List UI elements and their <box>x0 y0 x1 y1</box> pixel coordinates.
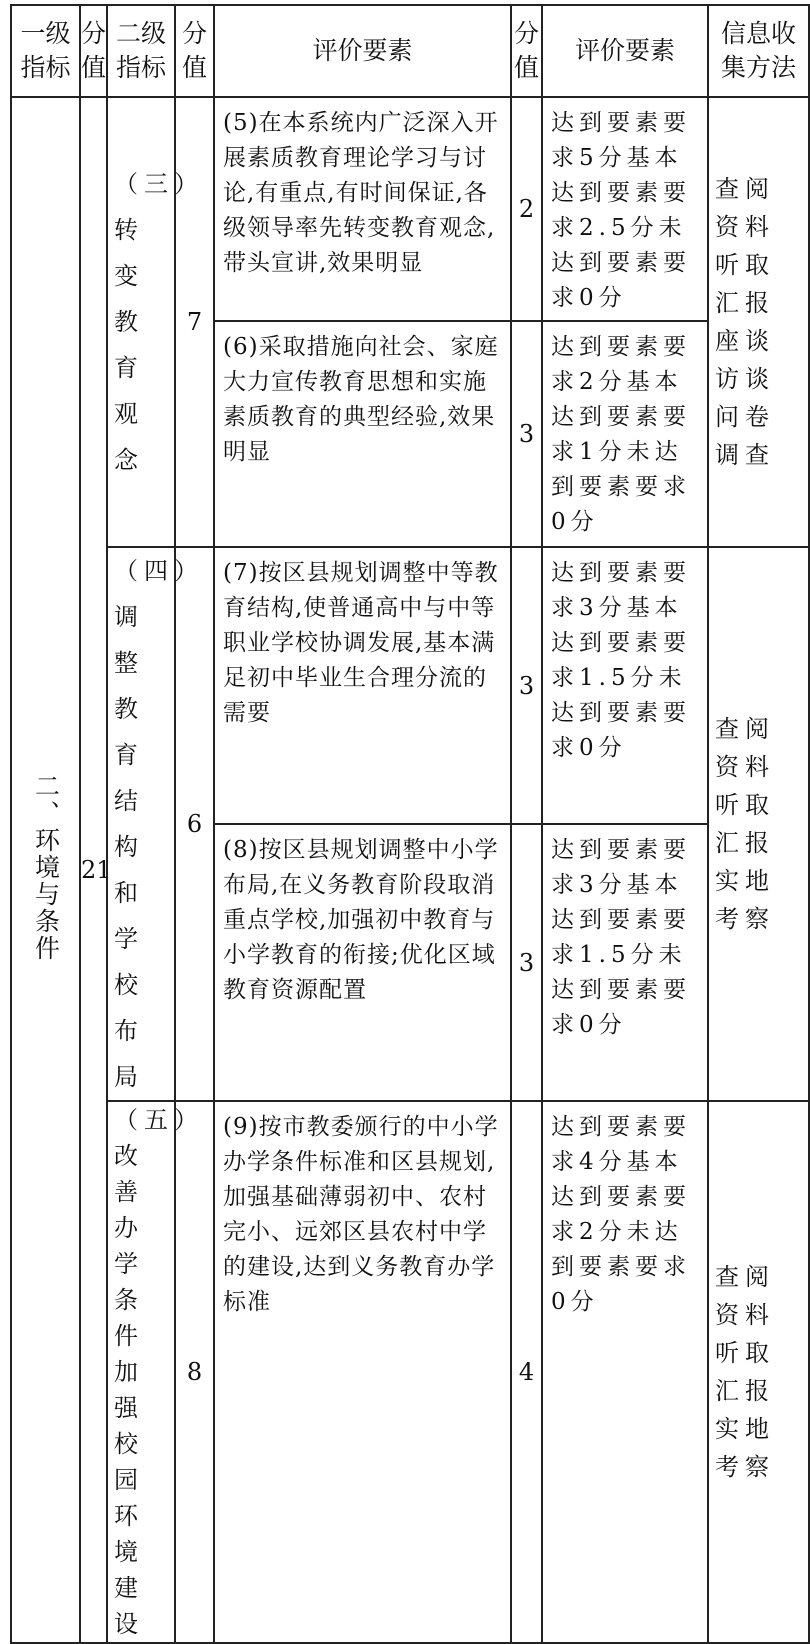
header-row <box>11 5 809 97</box>
method-group-3: 查阅资料听取汇报座谈访谈问卷调查 <box>708 97 809 547</box>
table-row <box>11 1101 809 1643</box>
level2-category-5: （五）改善办学条件加强校园环境建设 <box>107 1101 175 1643</box>
element-score-6: 3 <box>511 321 542 547</box>
header-method: 信息收集方法 <box>708 5 809 97</box>
level2-category-4: （四）调整教育结构和学校布局 <box>107 547 175 1101</box>
element-9: (9)按市教委颁行的中小学办学条件标准和区县规划,加强基础薄弱初中、农村完小、远郊区县农村中学的建设,达到义务教育办学标准 <box>214 1101 511 1643</box>
element-score-8: 3 <box>511 824 542 1101</box>
method-group-4: 查阅资料听取汇报实地考察 <box>708 547 809 1101</box>
element-6: (6)采取措施向社会、家庭大力宣传教育思想和实施素质教育的典型经验,效果明显 <box>214 321 511 547</box>
level2-score-4: 6 <box>175 547 214 1101</box>
table-row <box>11 97 809 321</box>
criteria-5: 达到要素要求5分基本达到要素要求2.5分未达到要素要求0分 <box>542 97 708 321</box>
element-score-7: 3 <box>511 547 542 824</box>
level1-category-name: 二、环境与条件 <box>31 772 61 962</box>
level2-category-3: （三）转变教育观念 <box>107 97 175 547</box>
header-level2: 二级指标 <box>107 5 175 97</box>
criteria-8: 达到要素要求3分基本达到要素要求1.5分未达到要素要求0分 <box>542 824 708 1101</box>
header-level1: 一级指标 <box>11 5 80 97</box>
criteria-7: 达到要素要求3分基本达到要素要求1.5分未达到要素要求0分 <box>542 547 708 824</box>
evaluation-table <box>10 4 810 1644</box>
evaluation-table-container <box>10 4 810 1644</box>
level1-score: 21 <box>80 97 107 1643</box>
header-criteria: 评价要素 <box>542 5 708 97</box>
table-row <box>11 547 809 824</box>
element-5: (5)在本系统内广泛深入开展素质教育理论学习与讨论,有重点,有时间保证,各级领导率先转变教育观念,带头宣讲,效果明显 <box>214 97 511 321</box>
level2-score-3: 7 <box>175 97 214 547</box>
header-score2: 分值 <box>175 5 214 97</box>
element-score-9: 4 <box>511 1101 542 1643</box>
criteria-6: 达到要素要求2分基本达到要素要求1分未达到要素要求0分 <box>542 321 708 547</box>
header-score1: 分值 <box>80 5 107 97</box>
element-7: (7)按区县规划调整中等教育结构,使普通高中与中等职业学校协调发展,基本满足初中毕业生合理分流的需要 <box>214 547 511 824</box>
level1-category-cell <box>11 97 80 1643</box>
header-elements: 评价要素 <box>214 5 511 97</box>
element-score-5: 2 <box>511 97 542 321</box>
header-score3: 分值 <box>511 5 542 97</box>
level2-score-5: 8 <box>175 1101 214 1643</box>
criteria-9: 达到要素要求4分基本达到要素要求2分未达到要素要求0分 <box>542 1101 708 1643</box>
method-group-5: 查阅资料听取汇报实地考察 <box>708 1101 809 1643</box>
element-8: (8)按区县规划调整中小学布局,在义务教育阶段取消重点学校,加强初中教育与小学教育的衔接;优化区域教育资源配置 <box>214 824 511 1101</box>
